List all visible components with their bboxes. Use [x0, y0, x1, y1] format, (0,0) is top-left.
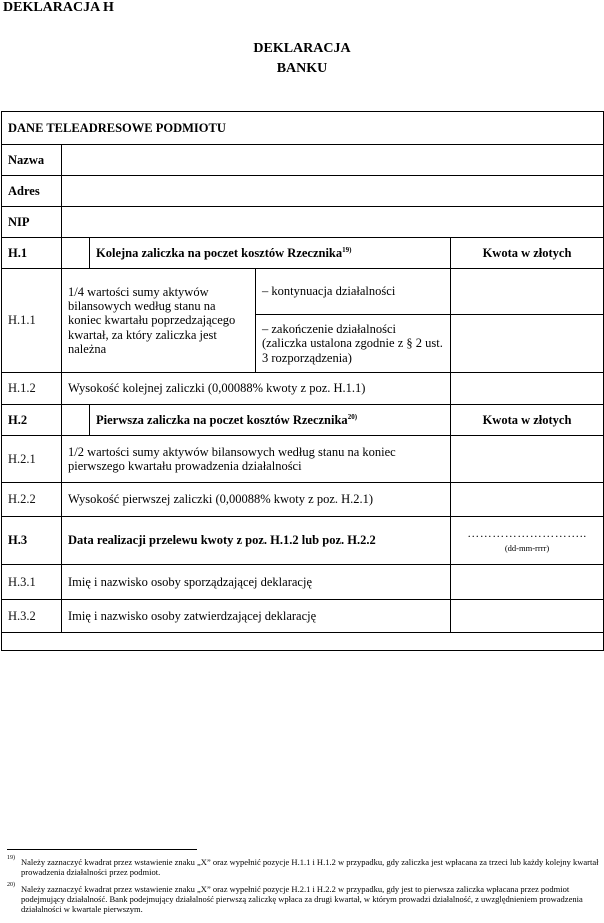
h111-row-continuation — [2, 269, 604, 315]
h1-code: H.1 — [2, 238, 62, 269]
h31-value[interactable] — [451, 565, 604, 600]
h3-title: Data realizacji przelewu kwoty z poz. H.1.2 lub poz. H.2.2 — [62, 517, 451, 565]
h3-date-dots: ……………………….. — [467, 526, 587, 541]
h222-code: H.2.2 — [2, 483, 62, 517]
declaration-form — [1, 111, 604, 651]
h111-amount-termination[interactable] — [451, 315, 604, 373]
h2-title-cell — [90, 405, 451, 436]
h3-date-format: (dd-mm-rrrr) — [504, 543, 550, 554]
h3-header-row — [2, 517, 604, 565]
adres-row — [2, 176, 604, 207]
adres-field[interactable] — [62, 176, 604, 207]
nip-row — [2, 207, 604, 238]
adres-label: Adres — [2, 176, 62, 207]
h32-code: H.3.2 — [2, 600, 62, 633]
nip-field[interactable] — [62, 207, 604, 238]
h32-value[interactable] — [451, 600, 604, 633]
h2-checkbox[interactable] — [62, 405, 90, 436]
h1-title-cell — [90, 238, 451, 269]
h112-amount[interactable] — [451, 373, 604, 405]
footnote-20-text: Należy zaznaczyć kwadrat przez wstawienie znaku „X” oraz wypełnić pozycje H.2.1 i H.2.2 w przypadku, gdy jest to pierwsza zaliczka wpłacana przez podmiot podejmujący działalność. Bank podejmujący działalność pierwszą zaliczkę wpłaca za drugi kwartał, w którym prowadzi działalność, z uwzględnieniem prowadzenia działalności w kwartale pierwszym. — [21, 884, 583, 915]
h111-description: 1/4 wartości sumy aktywów bilansowych według stanu na koniec kwartału poprzedzającego kwartał, za który zaliczka jest należna — [62, 269, 256, 373]
h112-code: H.1.2 — [2, 373, 62, 405]
h2-footnote-ref: 20) — [347, 412, 358, 421]
h111-option-termination: – zakończenie działalności (zaliczka ustalona zgodnie z § 2 ust. 3 rozporządzenia) — [256, 315, 451, 373]
h111-option-continuation: – kontynuacja działalności — [256, 269, 451, 315]
nazwa-field[interactable] — [62, 145, 604, 176]
h222-row — [2, 483, 604, 517]
h111-amount-continuation[interactable] — [451, 269, 604, 315]
h1-checkbox[interactable] — [62, 238, 90, 269]
h1-title: Kolejna zaliczka na poczet kosztów Rzecznika — [96, 245, 343, 260]
h222-amount[interactable] — [451, 483, 604, 517]
h111-code: H.1.1 — [2, 269, 62, 373]
h31-code: H.3.1 — [2, 565, 62, 600]
h2-amount-header: Kwota w złotych — [451, 405, 604, 436]
document-subtitle: BANKU — [276, 61, 328, 76]
nip-label: NIP — [2, 207, 62, 238]
h2-header-row — [2, 405, 604, 436]
h3-code: H.3 — [2, 517, 62, 565]
h1-header-row — [2, 238, 604, 269]
h31-row — [2, 565, 604, 600]
h112-description: Wysokość kolejnej zaliczki (0,00088% kwoty z poz. H.1.1) — [62, 373, 451, 405]
h32-description: Imię i nazwisko osoby zatwierdzającej deklarację — [62, 600, 451, 633]
empty-bottom-row — [2, 633, 604, 651]
document-label: DEKLARACJA H — [3, 0, 114, 15]
h222-description: Wysokość pierwszej zaliczki (0,00088% kwoty z poz. H.2.1) — [62, 483, 451, 517]
h221-amount[interactable] — [451, 436, 604, 483]
h2-code: H.2 — [2, 405, 62, 436]
document-title: DEKLARACJA — [253, 41, 351, 56]
h1-amount-header: Kwota w złotych — [451, 238, 604, 269]
h3-date-cell[interactable] — [451, 517, 604, 565]
h2-title: Pierwsza zaliczka na poczet kosztów Rzecznika — [96, 412, 348, 427]
h221-code: H.2.1 — [2, 436, 62, 483]
h221-row — [2, 436, 604, 483]
contact-section-heading: DANE TELEADRESOWE PODMIOTU — [2, 112, 604, 145]
nazwa-row — [2, 145, 604, 176]
footnote-19-number: 19) — [7, 855, 15, 861]
footnote-20 — [7, 884, 602, 915]
h32-row — [2, 600, 604, 633]
h221-description: 1/2 wartości sumy aktywów bilansowych według stanu na koniec pierwszego kwartału prowadzenia działalności — [62, 436, 451, 483]
nazwa-label: Nazwa — [2, 145, 62, 176]
footnote-19-text: Należy zaznaczyć kwadrat przez wstawienie znaku „X” oraz wypełnić pozycje H.1.1 i H.1.2 w przypadku, gdy zaliczka jest wpłacana za trzeci lub każdy kolejny kwartał prowadzenia działalności przez podmiot. — [21, 857, 599, 878]
footnote-divider — [7, 849, 197, 850]
footnote-19 — [7, 857, 602, 877]
contact-section-row — [2, 112, 604, 145]
h1-footnote-ref: 19) — [342, 245, 352, 254]
footnote-20-number: 20) — [7, 882, 15, 888]
empty-bottom-cell — [2, 633, 604, 651]
h31-description: Imię i nazwisko osoby sporządzającej deklarację — [62, 565, 451, 600]
h112-row — [2, 373, 604, 405]
